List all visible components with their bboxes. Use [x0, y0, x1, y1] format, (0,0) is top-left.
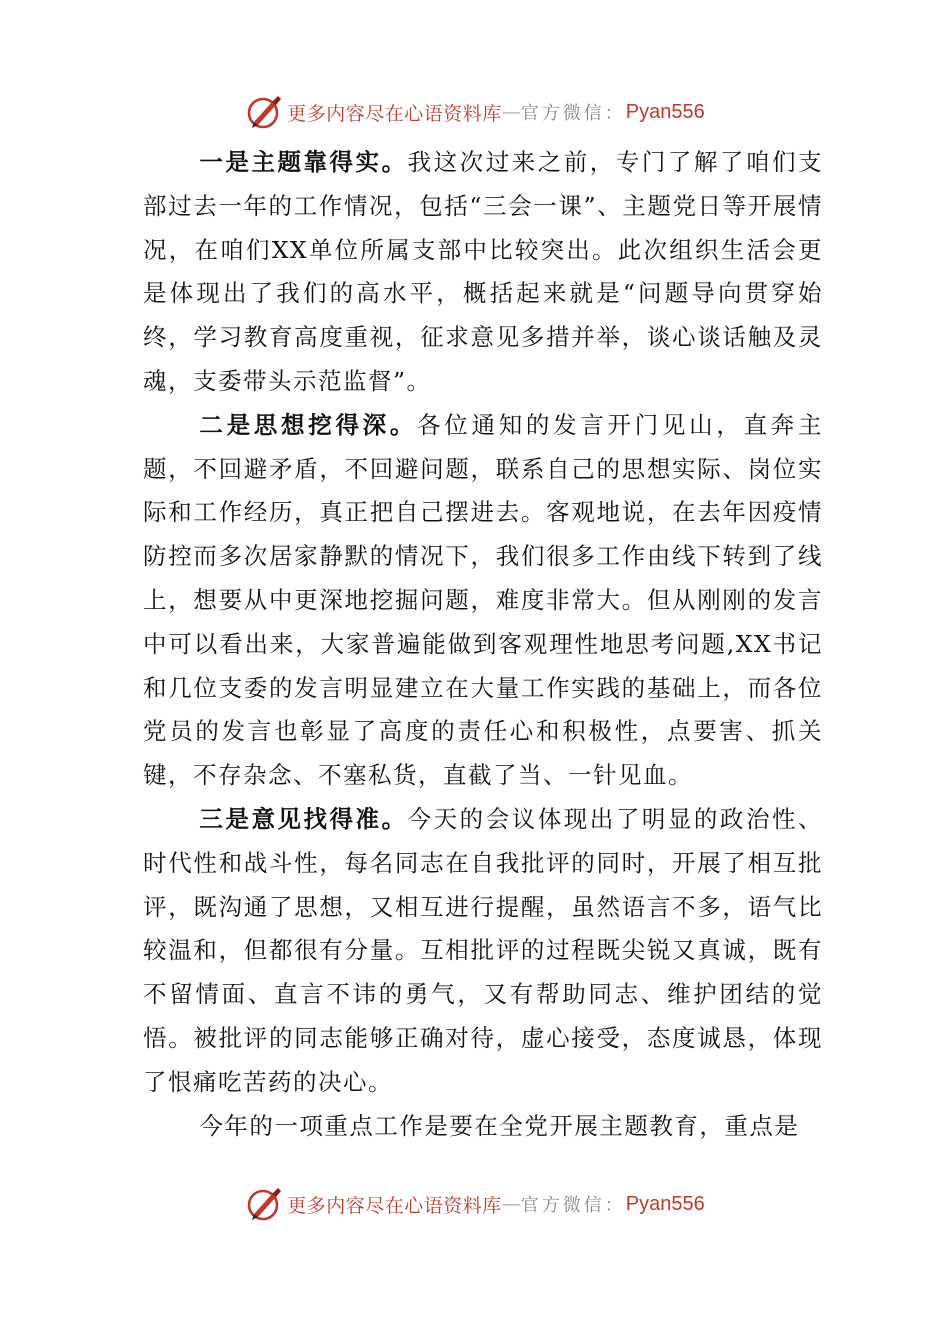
watermark-wechat-id: Pyan556 [625, 100, 705, 123]
document-body [143, 141, 823, 1148]
paragraph-3-body: 今天的会议体现出了明显的政治性、时代性和战斗性，每名同志在自我批评的同时，开展了相互批评，既沟通了思想，又相互进行提醒，虽然语言不多，语气比较温和，但都很有分量。互相批评的过程既尖锐又真诚，既有不留情面、直言不讳的勇气，又有帮助同志、维护团结的觉悟。被批评的同志能够正确对待，虚心接受，态度诚恳，体现了恨痛吃苦药的决心。 [143, 804, 824, 1096]
watermark-separator: — [501, 1193, 521, 1215]
paragraph-1-lead: 一是主题靠得实。 [199, 148, 408, 176]
paragraph-3-lead: 三是意见找得准。 [199, 804, 408, 833]
watermark-separator: — [501, 101, 521, 123]
paragraph-3 [143, 798, 823, 1105]
watermark-wechat-id: Pyan556 [625, 1192, 705, 1215]
watermark-wechat-label: 官方微信： [520, 103, 626, 124]
paragraph-2-body: 各位通知的发言开门见山，直奔主题，不回避矛盾，不回避问题，联系自己的思想实际、岗位实际和工作经历，真正把自己摆进去。客观地说，在去年因疫情防控而多次居家静默的情况下，我们很多工作由线下转到了线上，想要从中更深地挖掘问题，难度非常大。但从刚刚的发言中可以看出来，大家普遍能做到客观理性地思考问题,XX书记和几位支委的发言明显建立在大量工作实践的基础上，而各位党员的发言也彰显了高度的责任心和积极性，点要害、抓关键，不存杂念、不塞私货，直截了当、一针见血。 [143, 410, 824, 790]
paragraph-4 [143, 1105, 823, 1149]
brush-pen-logo-icon [245, 1184, 285, 1224]
watermark-wechat-label: 官方微信： [520, 1195, 626, 1216]
paragraph-4-body: 今年的一项重点工作是要在全党开展主题教育，重点是 [199, 1111, 800, 1140]
header-watermark [0, 92, 950, 132]
paragraph-1 [143, 141, 823, 404]
footer-watermark [0, 1184, 950, 1224]
paragraph-2 [143, 404, 823, 798]
brush-pen-logo-icon [245, 92, 285, 132]
watermark-main-text: 更多内容尽在心语资料库 [287, 102, 502, 125]
watermark-main-text: 更多内容尽在心语资料库 [287, 1194, 502, 1217]
paragraph-1-body: 我这次过来之前，专门了解了咱们支部过去一年的工作情况，包括“三会一课”、主题党日等开展情况，在咱们XX单位所属支部中比较突出。此次组织生活会更是体现出了我们的高水平，概括起来就是“问题导向贯穿始终，学习教育高度重视，征求意见多措并举，谈心谈话触及灵魂，支委带头示范监督”。 [143, 148, 824, 395]
paragraph-2-lead: 二是思想挖得深。 [199, 410, 418, 439]
